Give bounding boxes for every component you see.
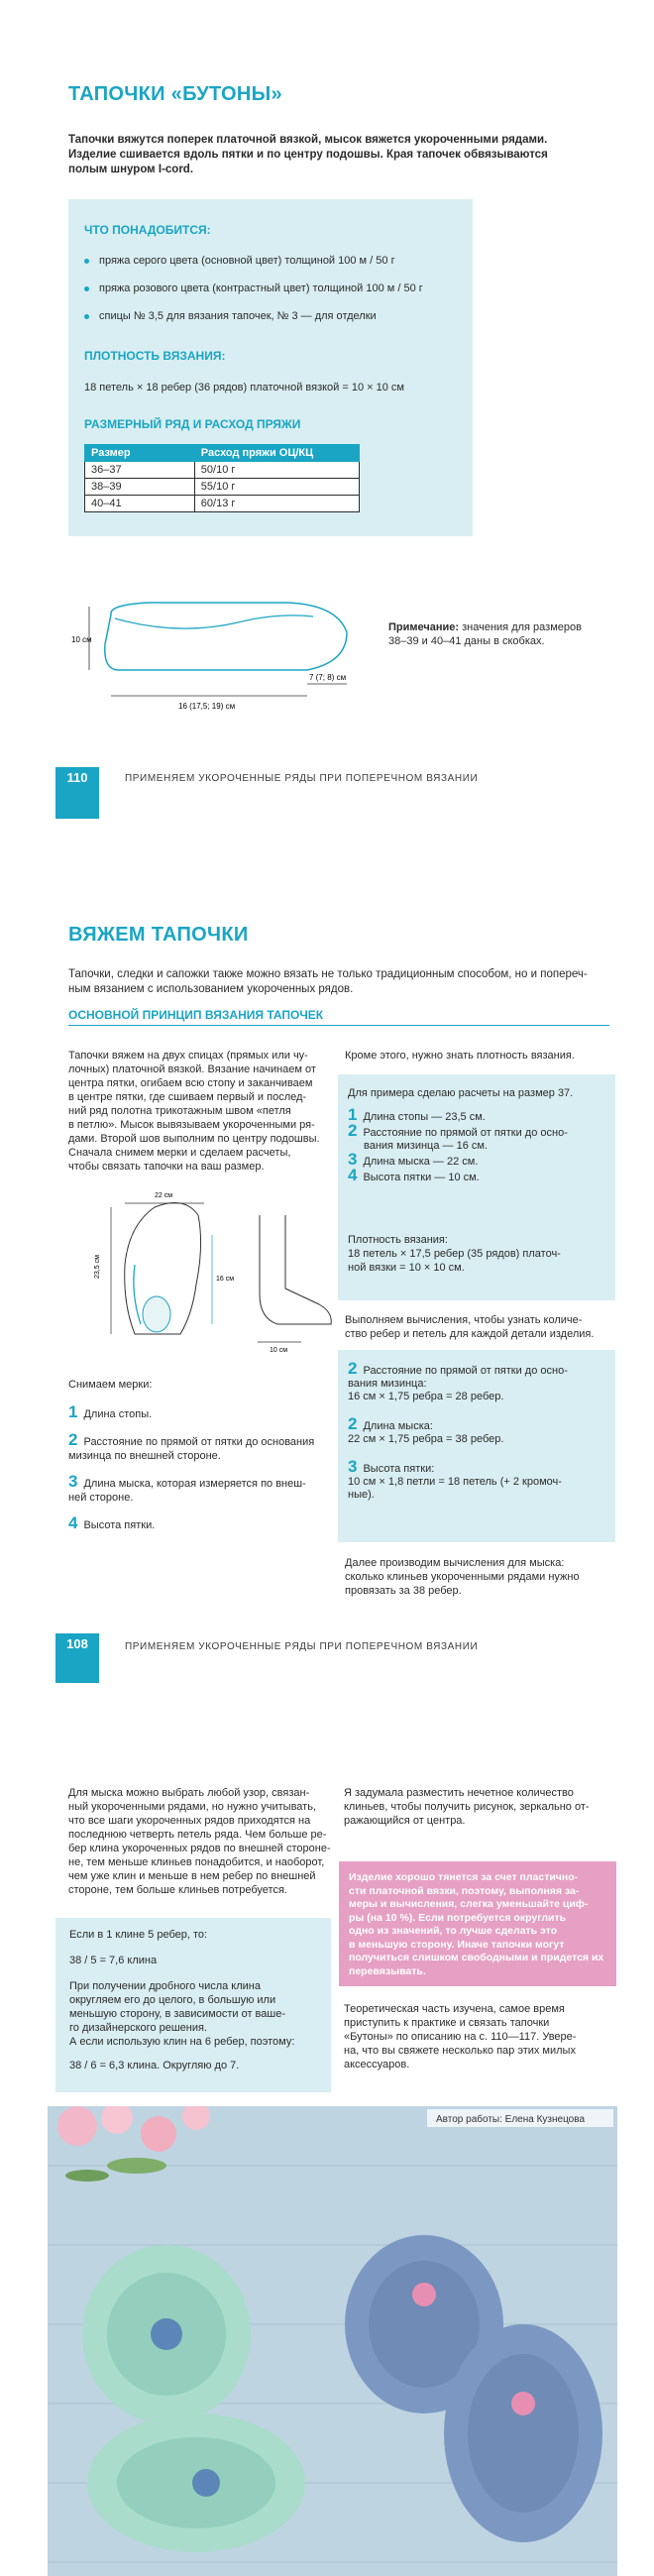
table-cell: 60/13 г [194,496,359,512]
text-line: ний ряд полотна трикотажным швом «петля [68,1105,291,1117]
foot-diagram [65,1185,335,1354]
list-item: 3 Длина мыска — 22 см. [348,1150,479,1169]
list-item: 1 Длина стопы. [68,1402,153,1421]
heel-area [143,1296,170,1332]
photo-caption: Автор работы: Елена Кузнецова [436,2114,586,2125]
example-list [348,1105,610,1184]
text-line: дами. Второй шов выполним по центру подошвы. [68,1133,320,1145]
table-header-row [85,445,360,462]
density-text: 18 петель × 18 ребер (36 рядов) платочной вязкой = 10 × 10 см [84,382,404,393]
yarn-table [84,444,360,512]
bullet-icon [84,259,89,264]
example-density: Плотность вязания: 18 петель × 17,5 ребер (35 рядов) платоч- ной вязки = 10 × 10 см. [348,1234,561,1274]
slipper-diagram [59,585,377,724]
slipper-opening [115,616,313,628]
note-line: 38–39 и 40–41 даны в скобках. [388,635,545,647]
table-cell: 55/10 г [194,479,359,496]
size-title: РАЗМЕРНЫЙ РЯД И РАСХОД ПРЯЖИ [84,417,301,431]
page-number: 110 [55,767,99,819]
table-header: Расход пряжи ОЦ/КЦ [194,445,359,462]
table-cell: 38–39 [85,479,195,496]
length-label: 23,5 см [94,1255,101,1279]
table-cell: 50/10 г [194,462,359,479]
page2-intro [68,967,603,997]
page2-subtitle: ОСНОВНОЙ ПРИНЦИП ВЯЗАНИЯ ТАПОЧЕК [68,1008,324,1022]
list-item: 4 Высота пятки. [68,1513,156,1532]
blue-slipper [444,2324,602,2542]
calc-example: Если в 1 клине 5 ребер, то: 38 / 5 = 7,6 клина При получении дробного числа клина округляем его до целого, в большую или меньшую сторону, в зависимости от ваше- го дизайнерского решения. А если использую клин на 6 ребер, поэтому: 38 / 6 = 6,3 клина. Округляю до 7. [69,1929,295,2072]
pink-note-box [339,1861,616,1986]
table-row [85,462,360,479]
heel-label: 10 см [270,1347,288,1354]
divider [68,1025,609,1026]
calc-example-box [55,1918,331,2092]
need-item: пряжа серого цвета (основной цвет) толщиной 100 м / 50 г [84,254,395,269]
need-item: спицы № 3,5 для вязания тапочек, № 3 — для отделки [84,309,377,324]
density-title: ПЛОТНОСТЬ ВЯЗАНИЯ: [84,349,226,363]
example-box [338,1074,615,1300]
intro-line: ным вязанием с использованием укороченных рядов. [68,983,354,995]
need-title: ЧТО ПОНАДОБИТСЯ: [84,223,211,237]
note-line: значения для размеров [459,621,582,633]
foot-side-outline [260,1215,331,1324]
text-line: чтобы связать тапочки на ваш размер. [68,1161,265,1173]
list-item: 2 Расстояние по прямой от пятки до осно- вания мизинца — 16 см. [348,1121,568,1152]
toe-label: 7 (7; 8) см [309,673,347,682]
page1-note [388,620,616,648]
page1-intro [68,133,584,177]
page1-title: ТАПОЧКИ «БУТОНЫ» [68,83,282,105]
height-label: 10 см [71,635,92,644]
measure-list [68,1402,341,1532]
text-line: Сначала снимем мерки и сделаем расчеты, [68,1147,291,1159]
photo-illustration [48,2106,617,2576]
intro-line: Тапочки вяжутся поперек платочной вязкой, мысок вяжется укороченными рядами. [68,134,548,146]
intro-line: полым шнуром I-cord. [68,164,194,175]
list-item: 2 Длина мыска: 22 см × 1,75 ребра = 38 ребер. [348,1414,504,1445]
page3-right-text: Я задумала разместить нечетное количество клиньев, чтобы получить рисунок, зеркально от- ражающийся от центра. [344,1787,590,1827]
toe-calc: Далее производим вычисления для мыска: сколько клиньев укороченными рядами нужно провязать за 38 ребер. [345,1557,580,1597]
slipper-outline [105,603,347,670]
intro-line: Изделие сшивается вдоль пятки и по центру подошвы. Края тапочек обвязываются [68,149,548,161]
slippers-photo [48,2106,617,2576]
page2-title: ВЯЖЕМ ТАПОЧКИ [68,924,249,946]
note-label: Примечание: [388,621,460,633]
bullet-icon [84,314,89,319]
calc-list [348,1359,610,1502]
length-label: 16 (17,5; 19) см [178,702,236,711]
text-line: в петлю». Мысок вывязываем укороченными ря- [68,1119,315,1131]
mint-slipper [87,2413,305,2552]
list-item: 3 Высота пятки: 10 см × 1,8 петли = 18 петель (+ 2 кромоч- ные). [348,1457,562,1501]
list-item: 2 Расстояние по прямой от пятки до основания мизинца по внешней стороне. [68,1430,315,1462]
intro-line: Тапочки, следки и сапожки также можно вязать не только традиционным способом, но и попереч- [68,968,588,980]
text-line: Тапочки вяжем на двух спицах (прямых или чу- [68,1050,308,1062]
need-item: пряжа розового цвета (контрастный цвет) толщиной 100 м / 50 г [84,281,423,296]
list-item: 4 Высота пятки — 10 см. [348,1166,480,1184]
page-number: 108 [55,1633,99,1683]
text-line: лочных) платочной вязкой. Вязание начинаем от [68,1064,316,1075]
width-label: 22 см [155,1192,173,1199]
heel-line [134,1265,141,1324]
page2-left-text [68,1049,336,1174]
side-label: 16 см [216,1276,235,1283]
page3-right-text2: Теоретическая часть изучена, самое время приступить к практике и связать тапочки «Бутоны» по описанию на с. 110—117. Увере- на, что вы свяжете несколько пар этих милых аксессуаров. [344,2003,577,2071]
text-line: центра пятки, огибаем всю стопу и заканчиваем [68,1077,313,1089]
list-item: 2 Расстояние по прямой от пятки до осно- вания мизинца: 16 см × 1,75 ребра = 28 ребер. [348,1359,568,1402]
calc-box [338,1350,615,1542]
right-intro: Кроме этого, нужно знать плотность вязания. [345,1050,575,1062]
list-item: 1 Длина стопы — 23,5 см. [348,1105,486,1124]
calc-intro: Выполняем вычисления, чтобы узнать количе- ство ребер и петель для каждой детали изделия. [345,1314,595,1340]
bullet-icon [84,286,89,291]
table-header: Размер [85,445,195,462]
text-line: в центре пятки, где сшиваем первый и послед- [68,1091,307,1103]
pink-note: Изделие хорошо тянется за счет пластично- сти платочной вязки, поэтому, выполняя за- меры и вычисления, слегка уменьшайте циф- ры (на 10 %). Если потребуется округлить одно из значений, то лучше сделать это в меньшую сторону. Иначе тапочки могут получиться слишком свободными и придется их перевязывать. [349,1871,604,1977]
table-row [85,496,360,512]
page-footer: ПРИМЕНЯЕМ УКОРОЧЕННЫЕ РЯДЫ ПРИ ПОПЕРЕЧНОМ ВЯЗАНИИ [125,773,479,784]
list-item: 3 Длина мыска, которая измеряется по внеш- ней стороне. [68,1472,306,1504]
materials-box [68,199,473,536]
page3-left-text: Для мыска можно выбрать любой узор, связан- ный укороченными рядами, но нужно учитывать, что все шаги укороченных рядов приходятся на последнюю четверть петель ряда. Чем больше ре- бер клина укороченных рядов по внешней стороне- не, тем меньше клиньев понадобится, и наоборот, чем уже клин и меньше в нем ребер по внешней стороне, тем больше клиньев потребуется. [68,1787,331,1896]
measure-title: Снимаем мерки: [68,1379,153,1391]
table-cell: 36–37 [85,462,195,479]
table-cell: 40–41 [85,496,195,512]
page-footer: ПРИМЕНЯЕМ УКОРОЧЕННЫЕ РЯДЫ ПРИ ПОПЕРЕЧНОМ ВЯЗАНИИ [125,1641,479,1652]
mint-slipper [82,2245,251,2423]
table-row [85,479,360,496]
example-title: Для примера сделаю расчеты на размер 37. [348,1087,574,1099]
